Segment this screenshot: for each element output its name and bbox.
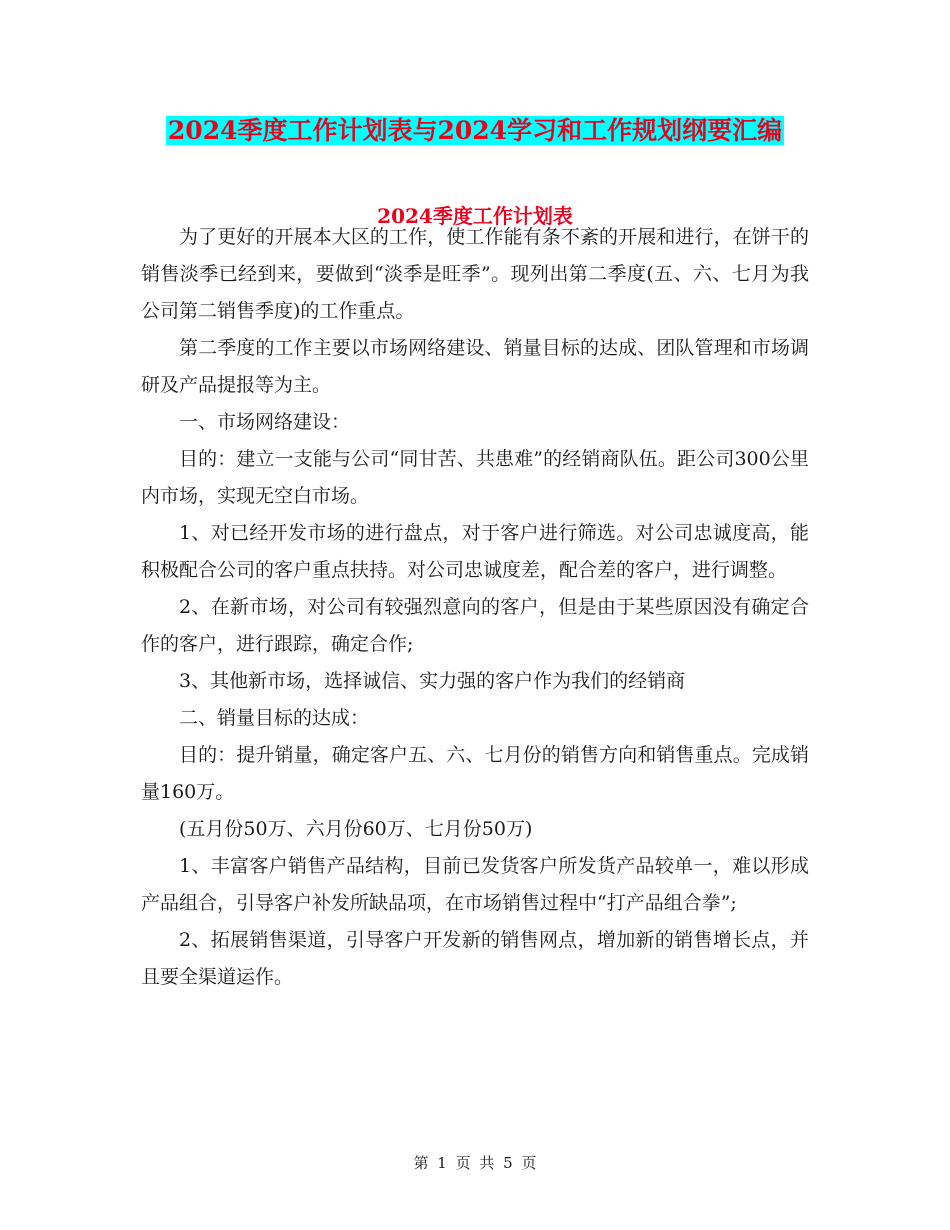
paragraph-9: 目的：提升销量，确定客户五、六、七月份的销售方向和销售重点。完成销量160万。 <box>141 744 809 803</box>
paragraph-7: 3、其他新市场，选择诚信、实力强的客户作为我们的经销商 <box>179 670 686 692</box>
paragraph-10: (五月份50万、六月份60万、七月份50万) <box>179 818 533 840</box>
paragraph-1: 为了更好的开展本大区的工作，使工作能有条不紊的开展和进行，在饼干的销售淡季已经到来，要做到“淡季是旺季”。现列出第二季度(五、六、七月为我公司第二销售季度)的工作重点。 <box>141 226 809 322</box>
heading-market-network: 一、市场网络建设： <box>179 411 351 433</box>
paragraph-5: 1、对已经开发市场的进行盘点，对于客户进行筛选。对公司忠诚度高，能积极配合公司的客户重点扶持。对公司忠诚度差，配合差的客户，进行调整。 <box>141 522 809 581</box>
heading-sales-target: 二、销量目标的达成： <box>179 707 370 729</box>
page-footer: 第 1 页 共 5 页 <box>413 1154 537 1172</box>
paragraph-2: 第二季度的工作主要以市场网络建设、销量目标的达成、团队管理和市场调研及产品提报等为主。 <box>141 337 809 396</box>
document-title <box>0 114 950 148</box>
paragraph-12: 2、拓展销售渠道，引导客户开发新的销售网点，增加新的销售增长点，并且要全渠道运作。 <box>141 929 809 988</box>
document-title-text: 2024季度工作计划表与2024学习和工作规划纲要汇编 <box>167 116 783 145</box>
paragraph-4: 目的：建立一支能与公司“同甘苦、共患难”的经销商队伍。距公司300公里内市场，实现无空白市场。 <box>141 448 809 507</box>
section-title: 2024季度工作计划表 <box>377 204 573 228</box>
document-body <box>141 219 809 996</box>
paragraph-11: 1、丰富客户销售产品结构，目前已发货客户所发货产品较单一，难以形成产品组合，引导客户补发所缺品项，在市场销售过程中“打产品组合拳”; <box>141 855 809 914</box>
paragraph-6: 2、在新市场，对公司有较强烈意向的客户，但是由于某些原因没有确定合作的客户，进行跟踪，确定合作; <box>141 596 809 655</box>
